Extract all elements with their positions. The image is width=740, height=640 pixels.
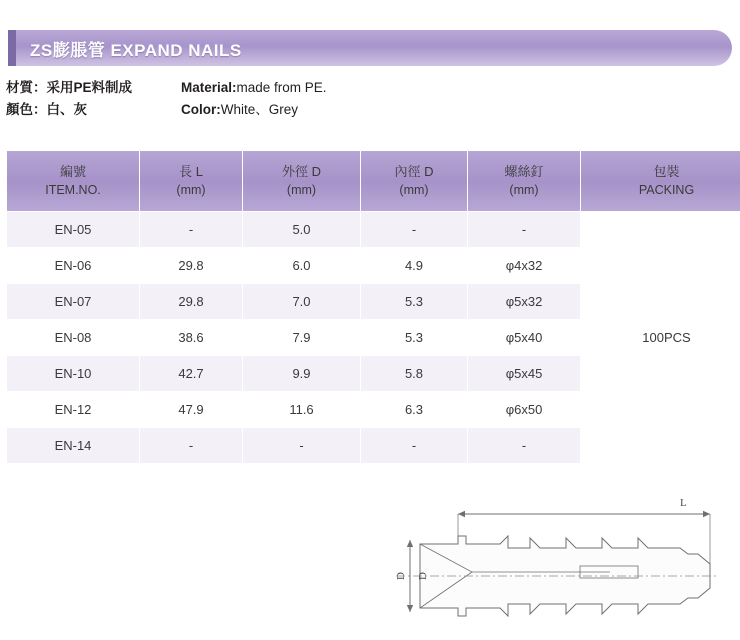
expand-nail-diagram bbox=[380, 492, 720, 632]
column-header-packing-cn: 包裝 bbox=[653, 163, 680, 179]
header-banner bbox=[8, 30, 732, 66]
cell-inner-diameter: 5.3 bbox=[361, 284, 468, 320]
cell-screw: φ4x32 bbox=[468, 248, 581, 284]
cell-screw: - bbox=[468, 212, 581, 248]
cell-inner-diameter: 4.9 bbox=[361, 248, 468, 284]
cell-inner-diameter: 5.3 bbox=[361, 320, 468, 356]
label-outer-diameter: D bbox=[395, 572, 407, 580]
cell-length: 47.9 bbox=[140, 392, 243, 428]
column-header-length-unit: (mm) bbox=[176, 183, 206, 198]
nail-body-outline bbox=[420, 536, 710, 616]
column-header-outer-diameter bbox=[243, 151, 361, 212]
spec-list bbox=[6, 76, 726, 120]
cell-length: 42.7 bbox=[140, 356, 243, 392]
column-header-item-no-en: ITEM.NO. bbox=[45, 183, 101, 198]
page-title: ZS膨脹管 EXPAND NAILS bbox=[30, 40, 242, 60]
technical-drawing bbox=[380, 492, 720, 632]
cell-inner-diameter: 5.8 bbox=[361, 356, 468, 392]
cell-inner-diameter: - bbox=[361, 428, 468, 464]
spec-color-en-value: White、Grey bbox=[220, 102, 299, 117]
cell-inner-diameter: 6.3 bbox=[361, 392, 468, 428]
table-row bbox=[7, 212, 740, 248]
spec-color-cn-value: 白、灰 bbox=[46, 102, 87, 117]
column-header-screw-cn: 螺絲釘 bbox=[504, 163, 544, 179]
spec-color-cn-label: 顏色： bbox=[6, 102, 47, 117]
cell-item-no: EN-08 bbox=[7, 320, 140, 356]
cell-item-no: EN-05 bbox=[7, 212, 140, 248]
spec-color-en-label: Color: bbox=[181, 102, 221, 117]
spec-material-cn-label: 材質： bbox=[6, 80, 47, 95]
banner-accent-bar bbox=[8, 30, 16, 66]
cell-item-no: EN-06 bbox=[7, 248, 140, 284]
column-header-packing bbox=[581, 151, 740, 212]
spec-material-en bbox=[181, 80, 327, 95]
cell-outer-diameter: 6.0 bbox=[243, 248, 361, 284]
cell-outer-diameter: 9.9 bbox=[243, 356, 361, 392]
spec-table-wrapper bbox=[6, 150, 734, 464]
cell-length: 29.8 bbox=[140, 248, 243, 284]
spec-material-cn-value: 采用PE料制成 bbox=[46, 80, 133, 95]
cell-packing: 100PCS bbox=[581, 212, 740, 464]
cell-inner-diameter: - bbox=[361, 212, 468, 248]
column-header-screw-unit: (mm) bbox=[509, 183, 539, 198]
table-body bbox=[7, 212, 740, 464]
column-header-packing-en: PACKING bbox=[638, 183, 695, 198]
column-header-item-no bbox=[7, 151, 140, 212]
label-inner-diameter: D bbox=[417, 572, 429, 580]
cell-item-no: EN-07 bbox=[7, 284, 140, 320]
column-header-inner-diameter bbox=[361, 151, 468, 212]
column-header-length bbox=[140, 151, 243, 212]
spec-row-color bbox=[6, 98, 726, 120]
cell-length: - bbox=[140, 428, 243, 464]
spec-material-cn bbox=[6, 76, 181, 96]
cell-length: - bbox=[140, 212, 243, 248]
cell-length: 38.6 bbox=[140, 320, 243, 356]
table-header-row bbox=[7, 151, 740, 212]
label-length: L bbox=[680, 497, 687, 509]
cell-screw: φ5x32 bbox=[468, 284, 581, 320]
cell-item-no: EN-10 bbox=[7, 356, 140, 392]
cell-screw: - bbox=[468, 428, 581, 464]
spec-row-material bbox=[6, 76, 726, 98]
cell-screw: φ6x50 bbox=[468, 392, 581, 428]
column-header-item-no-cn: 編號 bbox=[59, 163, 86, 179]
column-header-id-unit: (mm) bbox=[399, 183, 429, 198]
table-header bbox=[7, 151, 740, 212]
column-header-screw bbox=[468, 151, 581, 212]
spec-table bbox=[6, 150, 740, 464]
spec-material-en-label: Material: bbox=[181, 80, 237, 95]
column-header-od-unit: (mm) bbox=[286, 183, 317, 198]
cell-outer-diameter: 7.9 bbox=[243, 320, 361, 356]
cell-outer-diameter: 11.6 bbox=[243, 392, 361, 428]
cell-length: 29.8 bbox=[140, 284, 243, 320]
spec-color-cn bbox=[6, 98, 181, 118]
cell-item-no: EN-12 bbox=[7, 392, 140, 428]
cell-outer-diameter: 7.0 bbox=[243, 284, 361, 320]
column-header-od-cn: 外徑 D bbox=[281, 163, 321, 179]
spec-material-en-value: made from PE. bbox=[236, 80, 327, 95]
cell-screw: φ5x40 bbox=[468, 320, 581, 356]
column-header-id-cn: 內徑 D bbox=[394, 163, 434, 179]
cell-outer-diameter: 5.0 bbox=[243, 212, 361, 248]
cell-item-no: EN-14 bbox=[7, 428, 140, 464]
cell-outer-diameter: - bbox=[243, 428, 361, 464]
column-header-length-cn: 長 L bbox=[179, 163, 203, 179]
cell-screw: φ5x45 bbox=[468, 356, 581, 392]
spec-color-en bbox=[181, 98, 298, 118]
